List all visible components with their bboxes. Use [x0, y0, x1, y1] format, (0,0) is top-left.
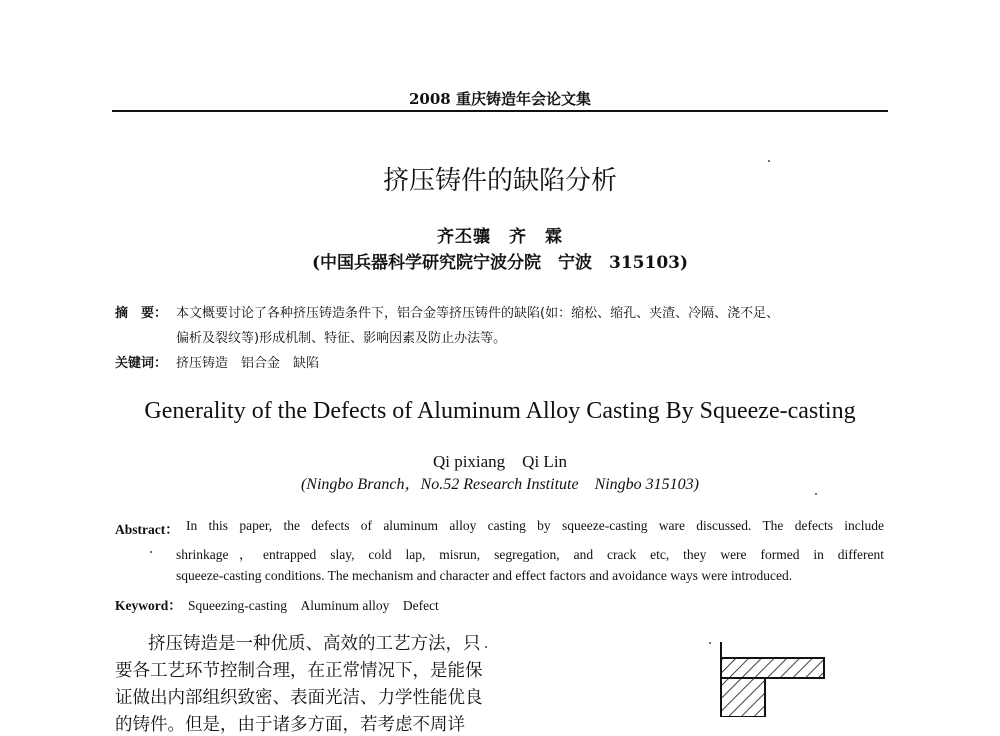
cn-abstract-line: 偏析及裂纹等)形成机制、特征、影响因素及防止办法等。 [176, 331, 507, 346]
figure-hatched-plate [721, 658, 824, 678]
scan-speck [815, 493, 817, 495]
scan-speck [768, 160, 770, 162]
cn-affiliation: (中国兵器科学研究院宁波分院 宁波 315103) [311, 253, 689, 273]
header-rule [112, 110, 888, 112]
en-keywords: Squeezing-casting Aluminum alloy Defect [188, 598, 439, 613]
scan-speck [485, 646, 487, 648]
body-text-line: 要各工艺环节控制合理，在正常情况下，是能保 [115, 661, 483, 681]
running-header: 2008 重庆铸造年会论文集 [409, 90, 591, 108]
cn-keywords-label: 关键词： [115, 356, 168, 371]
cn-authors: 齐丕骧 齐 霖 [437, 227, 563, 247]
en-paper-title: Generality of the Defects of Aluminum Alloy Casting By Squeeze-casting [144, 398, 856, 424]
cn-abstract-label: 摘 要： [115, 306, 168, 321]
en-abstract-line: In this paper, the defects of aluminum alloy casting by squeeze-casting ware discussed. The defects include [186, 518, 884, 533]
en-authors: Qi pixiang Qi Lin [432, 452, 568, 471]
en-keywords-label: Keyword： [115, 598, 182, 613]
body-text-line: 证做出内部组织致密、表面光洁、力学性能优良 [115, 688, 483, 708]
en-affiliation: (Ningbo Branch，No.52 Research Institute Ningbo 315103) [300, 476, 700, 493]
figure-diagram [700, 630, 840, 717]
scan-speck [150, 551, 152, 553]
scan-speck [709, 642, 711, 644]
en-abstract-line: squeeze-casting conditions. The mechanism and character and effect factors and avoidance ways were introduced. [176, 568, 793, 583]
body-text-line: 的铸件。但是，由于诸多方面，若考虑不周详 [115, 715, 465, 735]
en-abstract-line: shrinkage，entrapped slay, cold lap, misrun, segregation, and crack etc, they were formed in different [176, 547, 884, 562]
cn-abstract-line: 本文概要讨论了各种挤压铸造条件下，铝合金等挤压铸件的缺陷(如：缩松、缩孔、夹渣、冷隔、浇不足、 [176, 306, 780, 321]
body-text-line: 挤压铸造是一种优质、高效的工艺方法，只 [148, 634, 481, 654]
cn-paper-title: 挤压铸件的缺陷分析 [382, 166, 617, 196]
en-abstract-label: Abstract： [115, 522, 179, 537]
cn-keywords: 挤压铸造 铝合金 缺陷 [176, 356, 320, 371]
figure-hatched-block [721, 678, 765, 717]
